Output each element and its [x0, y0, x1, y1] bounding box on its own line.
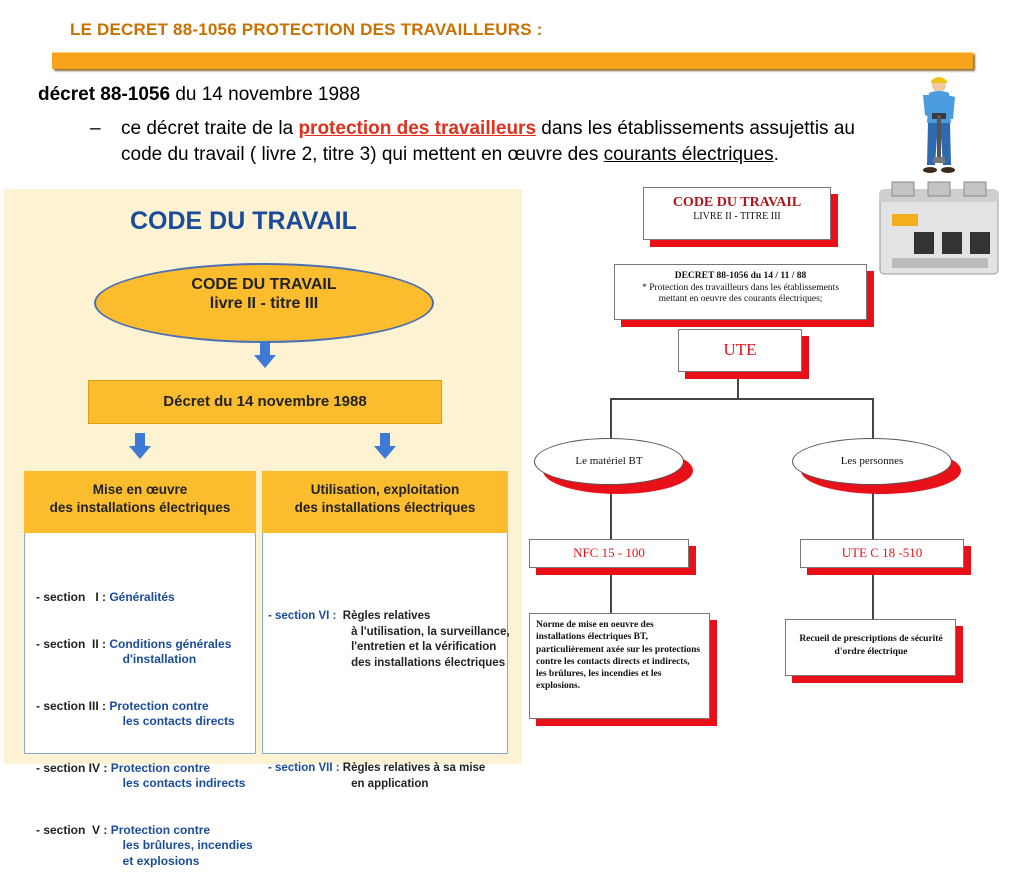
code-line2: LIVRE II - TITRE III	[693, 211, 781, 222]
ute-text: UTE	[723, 340, 757, 359]
title-bar	[52, 52, 973, 69]
section-item: - section I : Généralités	[36, 590, 175, 604]
col1-head-line1: Mise en œuvre	[92, 482, 188, 497]
arrow-down-head-icon	[254, 355, 276, 368]
connector-line	[610, 568, 612, 613]
connector-line	[737, 372, 739, 400]
description-part2: dans les établissements assujettis au code du travail ( livre 2, titre 3) qui mettent en œuvre des	[121, 118, 855, 165]
connector-line	[610, 398, 874, 400]
personnes-text: Les personnes	[840, 455, 904, 467]
utec-description-text: Recueil de prescriptions de sécurité d'ordre électrique	[799, 634, 943, 657]
decree-date: du 14 novembre 1988	[170, 84, 361, 105]
description-underlined: courants électriques	[603, 144, 774, 165]
description-highlight: protection des travailleurs	[298, 118, 537, 139]
column-utilisation-header	[262, 471, 508, 533]
code-du-travail-text	[643, 195, 831, 222]
section-item: - section VI : Règles relatives à l'utilisation, la surveillance, l'entretien et la vérification des installations électriques	[268, 610, 510, 669]
col1-head-line2: des installations électriques	[49, 500, 231, 515]
left-diagram-title: CODE DU TRAVAIL	[130, 207, 357, 235]
arrow-down-icon	[260, 342, 270, 355]
decret-line3: mettant en oeuvre des courants électriques;	[658, 294, 823, 304]
slide-title: LE DECRET 88-1056 PROTECTION DES TRAVAILLEURS :	[70, 20, 543, 39]
description-part1: ce décret traite de la	[121, 118, 299, 139]
arrow-down-right-head-icon	[374, 446, 396, 459]
section-item: - section V : Protection contre les brûlures, incendies et explosions	[36, 822, 253, 868]
circuit-breaker-icon	[878, 178, 1002, 282]
description-body	[90, 116, 890, 168]
oval-line2: livre II - titre III	[209, 295, 319, 312]
col2-head-line2: des installations électriques	[294, 500, 476, 515]
decree-number: décret 88-1056	[38, 84, 171, 105]
materiel-bt-text: Le matériel BT	[575, 455, 643, 467]
decree-description	[90, 116, 890, 168]
arrow-down-left-icon	[135, 433, 145, 446]
nfc-description-text: Norme de mise en oeuvre des installations électriques BT, particulièrement axée sur les protections contre les contacts directs et indirects, les brûlures, les incendies et les explosions.	[536, 620, 701, 692]
section-item: - section IV : Protection contre les contacts indirects	[36, 760, 246, 790]
utec-text: UTE C 18 -510	[841, 545, 923, 560]
code-line1: CODE DU TRAVAIL	[672, 195, 802, 210]
section-item: - section II : Conditions générales d'installation	[36, 636, 232, 666]
section-item: - section III : Protection contre les contacts directs	[36, 698, 235, 728]
section-item: - section VII : Règles relatives à sa mise en application	[268, 762, 486, 790]
col1-sections	[36, 559, 253, 885]
decret-line2: * Protection des travailleurs dans les établissements	[642, 282, 839, 293]
connector-line	[872, 568, 874, 619]
description-end: .	[773, 144, 779, 165]
oval-line1: CODE DU TRAVAIL	[191, 276, 337, 293]
connector-line	[872, 398, 874, 438]
connector-line	[610, 398, 612, 438]
worker-icon	[905, 75, 965, 180]
nfc-text: NFC 15 - 100	[573, 545, 645, 560]
connector-line	[872, 485, 874, 539]
col2-sections	[268, 578, 510, 808]
code-oval-text	[94, 275, 434, 313]
bullet-dash: –	[90, 118, 101, 139]
arrow-down-left-head-icon	[129, 446, 151, 459]
connector-line	[610, 485, 612, 539]
column-mise-en-oeuvre-header	[24, 471, 256, 533]
decree-line	[38, 84, 360, 106]
decree-box-text: Décret du 14 novembre 1988	[163, 393, 367, 410]
decret-line1: DECRET 88-1056 du 14 / 11 / 88	[674, 271, 807, 281]
col2-head-line1: Utilisation, exploitation	[310, 482, 460, 497]
decret-text	[614, 271, 867, 306]
arrow-down-right-icon	[380, 433, 390, 446]
